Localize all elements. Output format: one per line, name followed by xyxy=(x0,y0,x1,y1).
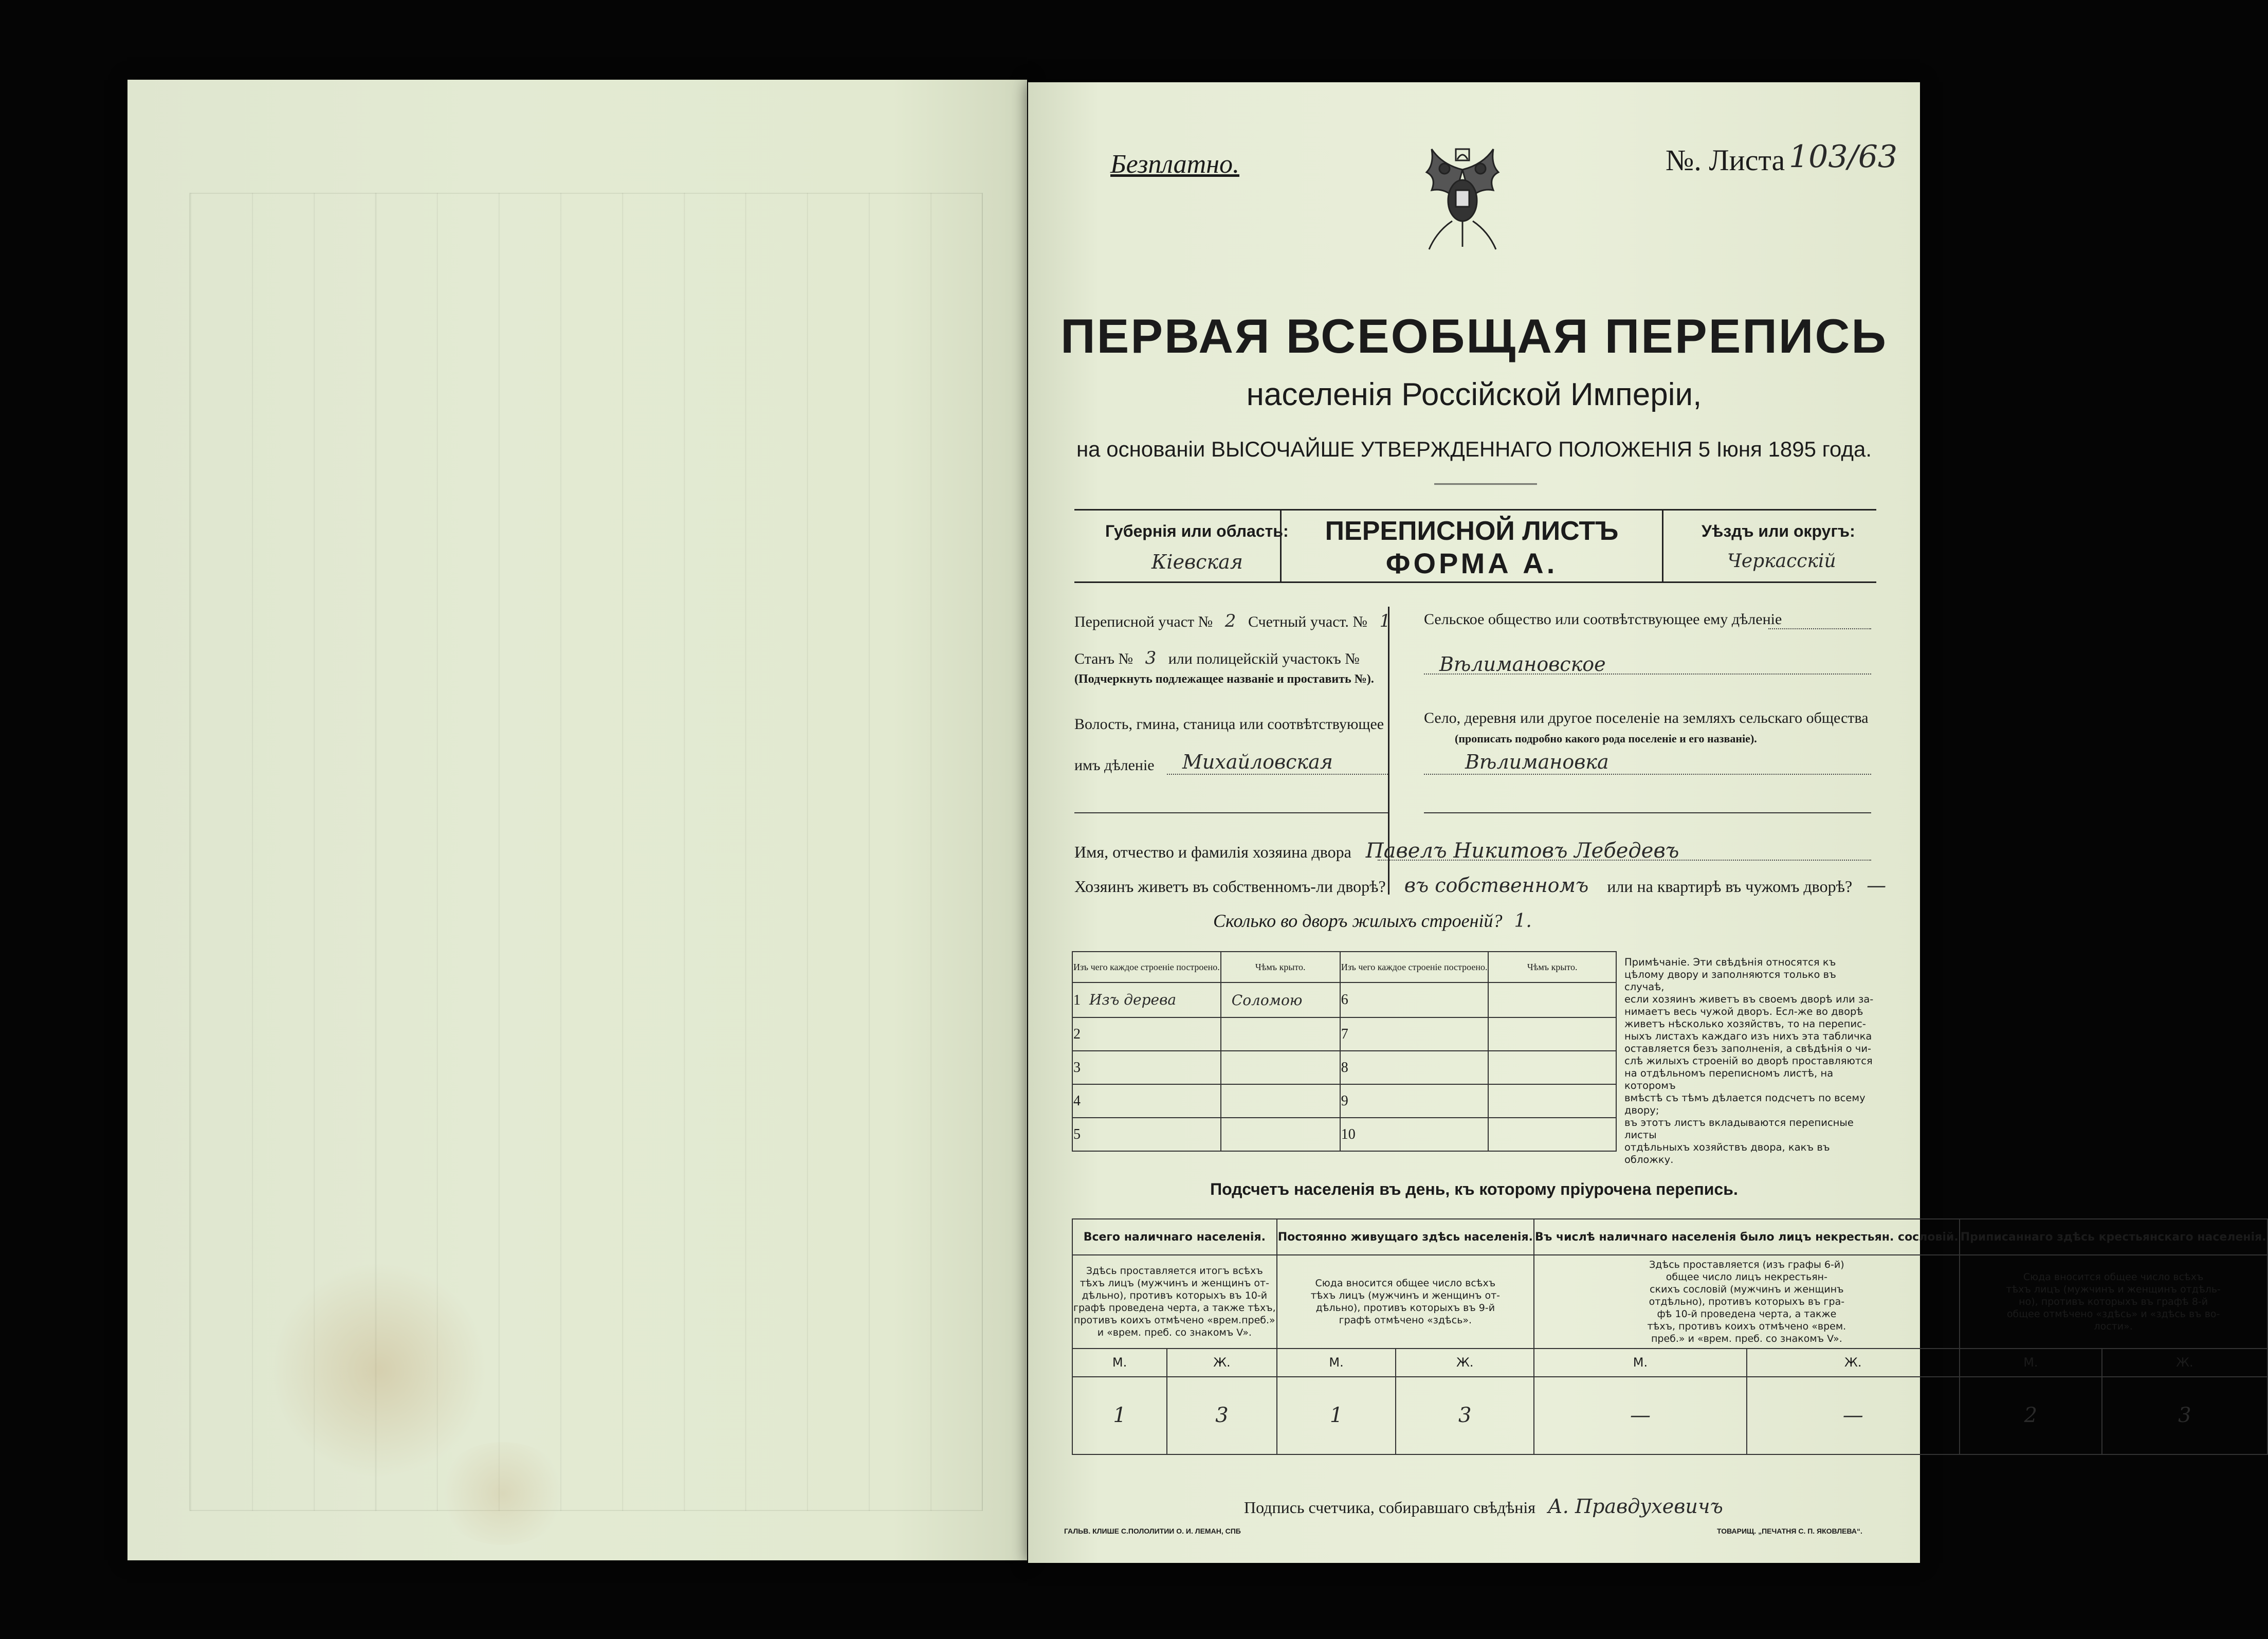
col-roof-header: Чѣмъ крыто. xyxy=(1221,952,1340,982)
uezd-value: Черкасскій xyxy=(1727,551,1836,572)
col-header: Постоянно живущаго здѣсь населенія. xyxy=(1277,1219,1534,1255)
page-subtitle: населенія Россійской Имперіи, xyxy=(1246,377,1702,412)
stan-label: Станъ № xyxy=(1074,650,1133,667)
col-desc xyxy=(1534,1255,1960,1348)
selo-value: Вѣлимановка xyxy=(1465,751,1609,773)
count-value: 1 xyxy=(1277,1377,1396,1454)
zh-label: Ж. xyxy=(2102,1349,2267,1377)
note-line: отдѣльныхъ хозяйствъ двора, какъ въ обложку. xyxy=(1624,1141,1830,1165)
volost-label-1: Волость, гмина, станица или соотвѣтствующее xyxy=(1074,716,1384,733)
col-header: Приписаннаго здѣсь крестьянскаго населенія. xyxy=(1960,1219,2267,1255)
sheet-number-label: №. Листа xyxy=(1666,143,1785,177)
table-row xyxy=(1072,1017,1616,1051)
row-number: 9 xyxy=(1340,1084,1489,1118)
desc-line: графѣ отмѣчено «здѣсь». xyxy=(1339,1315,1472,1326)
desc-line: и «врем. преб. со знакомъ V». xyxy=(1097,1327,1252,1339)
lives-label: Хозяинъ живетъ въ собственномъ-ли дворѣ? xyxy=(1074,877,1386,896)
col-material-header: Изъ чего каждое строеніе построено. xyxy=(1340,952,1489,982)
selskoe-value: Вѣлимановское xyxy=(1439,653,1606,676)
desc-line: дѣльно), противъ которыхъ въ 9-й xyxy=(1315,1302,1495,1314)
sheet-title: ПЕРЕПИСНОЙ ЛИСТЪ xyxy=(1325,516,1619,546)
m-label: М. xyxy=(1072,1349,1167,1377)
schetny-uch-label: Счетный участ. № xyxy=(1248,613,1368,630)
selskoe-value-line xyxy=(1424,673,1871,675)
left-imprint: ГАЛЬВ. КЛИШЕ С.ПОЛОЛИТИИ О. И. ЛЕМАН, СПБ xyxy=(1064,1527,1241,1535)
zh-label: Ж. xyxy=(1747,1349,1960,1377)
note-line: нимаетъ весь чужой дворъ. Есл-же во дворѣ xyxy=(1624,1006,1863,1017)
desc-line: тѣхъ лицъ (мужчинъ и женщинъ от- xyxy=(1310,1290,1501,1302)
or-value: — xyxy=(1867,874,1887,897)
row-number: 2 xyxy=(1072,1017,1221,1051)
lives-value: въ собственномъ xyxy=(1404,874,1589,897)
owner-line xyxy=(1378,860,1871,861)
roof-cell: Соломою xyxy=(1221,982,1340,1017)
table-row xyxy=(1072,1084,1616,1118)
note-line: если хозяинъ живетъ въ своемъ дворѣ или за- xyxy=(1624,993,1874,1005)
page-title: ПЕРВАЯ ВСЕОБЩАЯ ПЕРЕПИСЬ xyxy=(1060,309,1888,363)
right-imprint: ТОВАРИЩ. „ПЕЧАТНЯ С. П. ЯКОВЛЕВА“. xyxy=(1717,1527,1862,1535)
m-label: М. xyxy=(1277,1349,1396,1377)
table-row xyxy=(1072,1051,1616,1084)
stan-value: 3 xyxy=(1145,648,1157,668)
selo-note: (прописать подробно какого рода поселеніе и его названіе). xyxy=(1455,732,1757,745)
count-value: 3 xyxy=(2102,1377,2267,1454)
gubernia-label: Губернія или область: xyxy=(1105,522,1289,540)
population-count-table xyxy=(1072,1218,2268,1455)
note-line: въ этотъ листъ вкладываются переписные листы xyxy=(1624,1117,1854,1141)
desc-line: скихъ сословій (мужчинъ и женщинъ xyxy=(1650,1284,1844,1296)
signature-value: А. Правдухевичъ xyxy=(1548,1495,1723,1518)
table-row xyxy=(1072,1118,1616,1151)
note-line: ныхъ листахъ каждаго изъ нихъ эта табличка xyxy=(1624,1030,1872,1042)
desc-line: но), противъ которыхъ въ графѣ 8-й xyxy=(2019,1296,2208,1308)
row-number: 5 xyxy=(1072,1118,1221,1151)
sheet-title-box xyxy=(1280,511,1663,581)
desc-line: Сюда вносится общее число всѣхъ xyxy=(1315,1278,1496,1289)
count-value: 1 xyxy=(1072,1377,1167,1454)
desc-line: дѣльно), противъ которыхъ въ 10-й xyxy=(1082,1290,1268,1302)
schetny-uch-value: 1 xyxy=(1379,611,1391,631)
col-header: Въ числѣ наличнаго населенія было лицъ некрестьян. сословій. xyxy=(1534,1219,1960,1255)
col-desc xyxy=(1072,1255,1277,1348)
desc-line: тѣхъ лицъ (мужчинъ и женщинъ отдѣль- xyxy=(2006,1284,2221,1296)
desc-line: тѣхъ лицъ (мужчинъ и женщинъ от- xyxy=(1080,1278,1269,1289)
desc-line: отдѣльно), противъ которыхъ въ гра- xyxy=(1649,1296,1845,1308)
underline-note: (Подчеркнуть подлежащее названіе и проставить №). xyxy=(1074,672,1374,686)
note-line: вмѣстѣ съ тѣмъ дѣлается подсчетъ по всему двору; xyxy=(1624,1092,1865,1116)
note-line: цѣлому двору и заполняются только въ случаѣ, xyxy=(1624,969,1836,993)
col-desc xyxy=(1960,1255,2267,1348)
note-line: на отдѣльномъ переписномъ листѣ, на которомъ xyxy=(1624,1067,1834,1091)
selskoe-label: Сельское общество или соотвѣтствующее ему дѣленіе xyxy=(1424,611,1782,628)
note-block xyxy=(1624,956,1876,1166)
census-form-page xyxy=(1028,82,2266,1563)
col-roof-header: Чѣмъ крыто. xyxy=(1488,952,1616,982)
buildings-table xyxy=(1072,951,1617,1152)
perepisnoy-uch-label: Переписной участ № xyxy=(1074,613,1213,630)
buildings-value: 1. xyxy=(1514,910,1532,932)
row-number: 1 xyxy=(1073,992,1081,1009)
desc-line: графѣ проведена черта, а также тѣхъ, xyxy=(1073,1302,1276,1314)
col-desc xyxy=(1277,1255,1534,1348)
count-value: 2 xyxy=(1960,1377,2102,1454)
perepisnoy-uch-field xyxy=(1074,611,1391,631)
row-number: 6 xyxy=(1340,982,1489,1017)
volost-underline xyxy=(1074,812,1388,813)
desc-line: общее отмѣчено «здѣсь» и «здѣсь въ во- xyxy=(2006,1308,2220,1320)
row-number: 8 xyxy=(1340,1051,1489,1084)
stain xyxy=(436,1442,570,1545)
selo-underline xyxy=(1424,812,1871,813)
zh-label: Ж. xyxy=(1167,1349,1277,1377)
note-line: живетъ нѣсколько хозяйствъ, то на перепис- xyxy=(1624,1018,1866,1030)
selo-line xyxy=(1424,774,1871,775)
count-value: 3 xyxy=(1167,1377,1277,1454)
count-value: 3 xyxy=(1396,1377,1534,1454)
note-line: Примѣчаніе. Эти свѣдѣнія относятся къ xyxy=(1624,956,1836,968)
perepisnoy-uch-value: 2 xyxy=(1224,611,1236,631)
selo-label: Село, деревня или другое поселеніе на земляхъ сельскаго общества xyxy=(1424,709,1869,726)
desc-line: лости». xyxy=(2094,1321,2133,1333)
signature-field xyxy=(1244,1495,1723,1518)
desc-line: Сюда вносится общее число всѣхъ xyxy=(2023,1271,2204,1283)
form-name: ФОРМА А. xyxy=(1385,547,1558,579)
page-basis: на основаніи ВЫСОЧАЙШЕ УТВЕРЖДЕННАГО ПОЛОЖЕНІЯ 5 Іюня 1895 года. xyxy=(1076,437,1872,461)
row-number: 7 xyxy=(1340,1017,1489,1051)
sheet-number-value: 103/63 xyxy=(1789,139,1898,175)
desc-line: преб.» и «врем. преб. со знакомъ V». xyxy=(1651,1333,1842,1345)
count-value: — xyxy=(1747,1377,1960,1454)
count-section-title: Подсчетъ населенія въ день, къ которому пріурочена перепись. xyxy=(1210,1180,1738,1198)
desc-line: общее число лицъ некрестьян- xyxy=(1666,1271,1827,1283)
row-number: 4 xyxy=(1072,1084,1221,1118)
volost-label-2: имъ дѣленіе xyxy=(1074,757,1155,774)
or-label: или на квартирѣ въ чужомъ дворѣ? xyxy=(1607,877,1853,896)
ornament-divider xyxy=(1434,483,1537,485)
volost-line xyxy=(1167,774,1388,775)
buildings-field xyxy=(1213,910,1532,932)
stain xyxy=(271,1262,487,1478)
note-line: оставляется безъ заполненія, а свѣдѣнія о чи- xyxy=(1624,1043,1872,1054)
row-number: 3 xyxy=(1072,1051,1221,1084)
form-header-box xyxy=(1074,509,1876,583)
desc-line: Здѣсь проставляется (изъ графы 6-й) xyxy=(1649,1259,1844,1271)
volost-value: Михайловская xyxy=(1182,751,1333,773)
material-cell: Изъ дерева xyxy=(1089,991,1177,1009)
col-material-header: Изъ чего каждое строеніе построено. xyxy=(1072,952,1221,982)
free-label: Безплатно. xyxy=(1110,150,1240,179)
buildings-label: Сколько во дворъ жилыхъ строеній? xyxy=(1213,910,1503,931)
lives-field xyxy=(1074,874,1886,897)
selskoe-line xyxy=(1768,628,1871,629)
m-label: М. xyxy=(1960,1349,2102,1377)
count-value: — xyxy=(1534,1377,1747,1454)
gubernia-value: Кіевская xyxy=(1151,551,1243,573)
desc-line: фѣ 10-й проведена черта, а также xyxy=(1657,1308,1837,1320)
row-number: 10 xyxy=(1340,1118,1489,1151)
owner-value: Павелъ Никитовъ Лебедевъ xyxy=(1365,839,1679,863)
col-header: Всего наличнаго населенія. xyxy=(1072,1219,1277,1255)
owner-label: Имя, отчество и фамилія хозяина двора xyxy=(1074,843,1351,861)
desc-line: тѣхъ, противъ коихъ отмѣчено «врем. xyxy=(1647,1321,1846,1333)
zh-label: Ж. xyxy=(1396,1349,1534,1377)
stan-field xyxy=(1074,648,1360,668)
signature-label: Подпись счетчика, собиравшаго свѣдѣнія xyxy=(1244,1498,1536,1517)
note-line: слѣ жилыхъ строеній во дворѣ проставляются xyxy=(1624,1055,1873,1067)
desc-line: Здѣсь проставляется итогъ всѣхъ xyxy=(1086,1265,1263,1277)
m-label: М. xyxy=(1534,1349,1747,1377)
uezd-label: Уѣздъ или округъ: xyxy=(1702,522,1855,540)
double-headed-eagle-emblem xyxy=(1409,139,1516,257)
desc-line: противъ коихъ отмѣчено «врем.преб.» xyxy=(1074,1315,1275,1326)
police-label: или полицейскій участокъ № xyxy=(1168,650,1360,667)
left-page xyxy=(127,80,1027,1560)
table-row xyxy=(1072,982,1616,1017)
